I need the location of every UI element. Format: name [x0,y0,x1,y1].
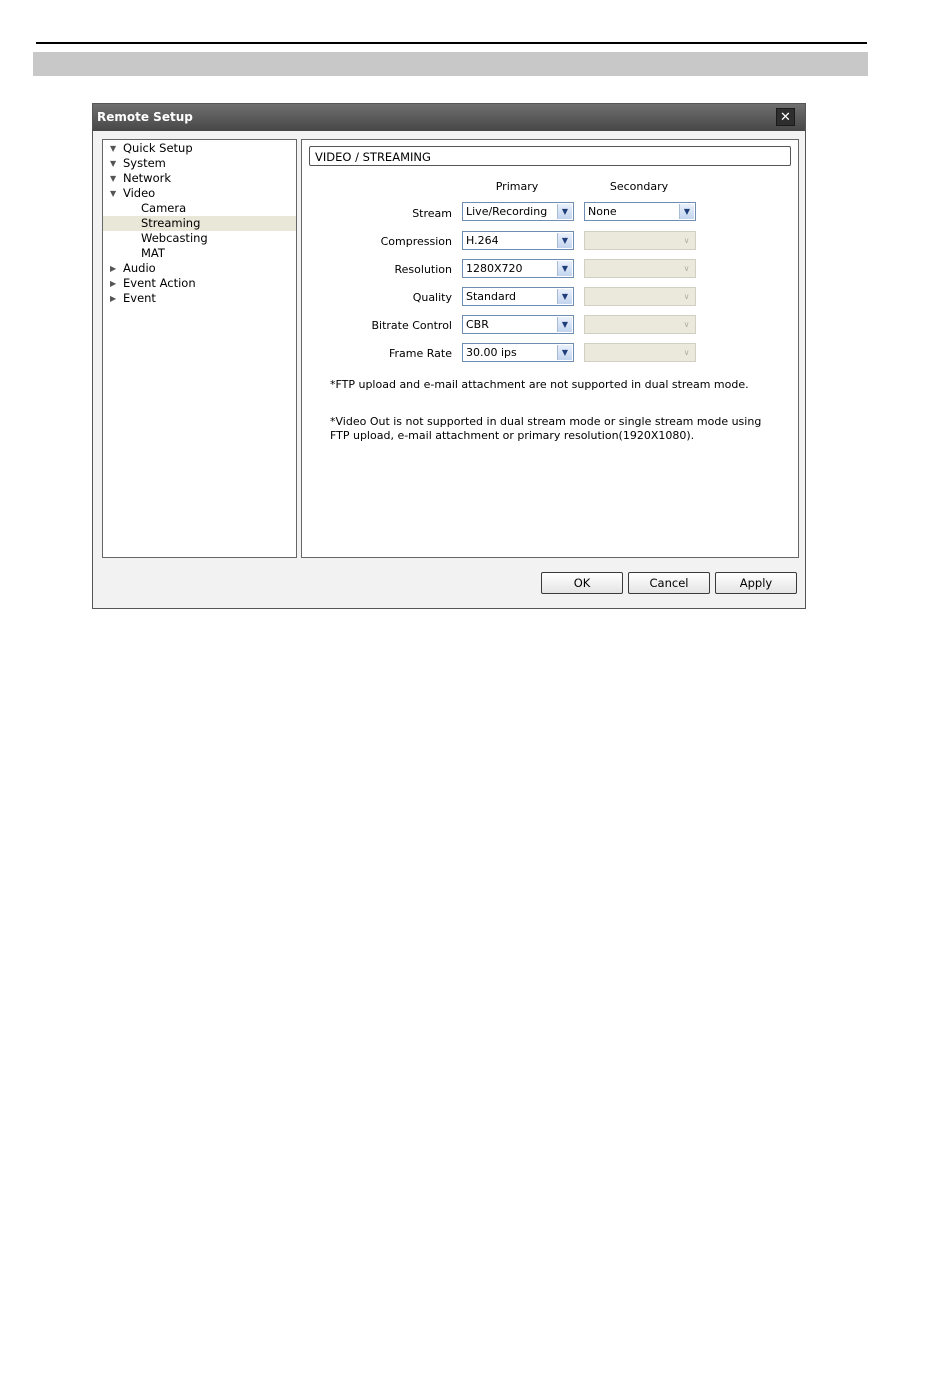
frame-rate-primary-select[interactable] [462,343,574,362]
tree-item-label: MAT [141,246,165,260]
chevron-down-icon[interactable]: ▼ [557,233,572,248]
dialog-title: Remote Setup [97,110,193,124]
tree-item-event-action[interactable] [103,276,296,291]
tree-item-label: Webcasting [141,231,208,245]
triangle-right-icon[interactable]: ▶ [110,294,117,303]
select-value: H.264 [466,234,499,247]
tree-item-label: Camera [141,201,187,215]
quality-label: Quality [412,291,452,304]
tree-item-label: Video [123,186,156,200]
ok-button[interactable]: OK [541,572,623,594]
chevron-down-icon[interactable]: ▼ [557,317,572,332]
chevron-down-icon[interactable]: ▼ [557,204,572,219]
chevron-down-icon: ∨ [683,348,690,357]
chevron-down-icon[interactable]: ▼ [557,345,572,360]
tree-item-label: System [123,156,166,170]
triangle-down-icon[interactable]: ▼ [110,189,117,198]
column-header-primary: Primary [495,180,539,193]
tree-item-mat[interactable] [103,246,296,261]
tree-item-label: Network [123,171,172,185]
column-header-secondary: Secondary [609,180,669,193]
quality-primary-select[interactable] [462,287,574,306]
chevron-down-icon[interactable]: ▼ [557,289,572,304]
title-bar [93,104,805,131]
chevron-down-icon[interactable]: ▼ [679,204,694,219]
bitrate-control-label: Bitrate Control [371,319,452,332]
dual-stream-note: *FTP upload and e-mail attachment are not supported in dual stream mode. [330,378,749,391]
tree-item-event[interactable] [103,291,296,306]
tree-item-video[interactable] [103,186,296,201]
header-band [33,52,868,76]
chevron-down-icon: ∨ [683,292,690,301]
tree-item-audio[interactable] [103,261,296,276]
triangle-right-icon[interactable]: ▶ [110,264,117,273]
chevron-down-icon: ∨ [683,236,690,245]
stream-primary-select[interactable] [462,202,574,221]
close-icon[interactable]: ✕ [776,108,795,126]
quality-secondary-select [584,287,696,306]
chevron-down-icon: ∨ [683,320,690,329]
select-value: None [588,205,617,218]
chevron-down-icon: ∨ [683,264,690,273]
tree-item-label: Event Action [123,276,196,290]
remote-setup-dialog [92,103,806,609]
select-value: Standard [466,290,517,303]
tree-item-network[interactable] [103,171,296,186]
top-rule [36,42,867,44]
tree-item-label: Quick Setup [123,141,193,155]
tree-item-streaming[interactable] [103,216,296,231]
tree-item-webcasting[interactable] [103,231,296,246]
tree-item-system[interactable] [103,156,296,171]
tree-item-label: Audio [123,261,156,275]
chevron-down-icon[interactable]: ▼ [557,261,572,276]
tree-item-label: Streaming [141,216,201,230]
tree-item-camera[interactable] [103,201,296,216]
section-title: VIDEO / STREAMING [309,146,791,166]
tree-item-quick-setup[interactable] [103,141,296,156]
frame-rate-label: Frame Rate [389,347,452,360]
select-value: CBR [466,318,489,331]
compression-primary-select[interactable] [462,231,574,250]
select-value: Live/Recording [466,205,548,218]
frame-rate-secondary-select [584,343,696,362]
select-value: 1280X720 [466,262,523,275]
apply-button[interactable]: Apply [715,572,797,594]
compression-secondary-select [584,231,696,250]
select-value: 30.00 ips [466,346,517,359]
bitrate-control-primary-select[interactable] [462,315,574,334]
video-out-note: *Video Out is not supported in dual stream mode or single stream mode using FTP upload, e-mail attachment or primary resolution(1920X1080). [330,415,762,442]
bitrate-control-secondary-select [584,315,696,334]
resolution-secondary-select [584,259,696,278]
stream-label: Stream [412,207,452,220]
settings-tree [102,139,297,558]
content-panel [301,139,799,558]
stream-secondary-select[interactable] [584,202,696,221]
cancel-button[interactable]: Cancel [628,572,710,594]
compression-label: Compression [380,235,452,248]
triangle-right-icon[interactable]: ▶ [110,279,117,288]
triangle-down-icon[interactable]: ▼ [110,174,117,183]
resolution-primary-select[interactable] [462,259,574,278]
triangle-down-icon[interactable]: ▼ [110,144,117,153]
triangle-down-icon[interactable]: ▼ [110,159,117,168]
resolution-label: Resolution [394,263,452,276]
tree-item-label: Event [123,291,156,305]
